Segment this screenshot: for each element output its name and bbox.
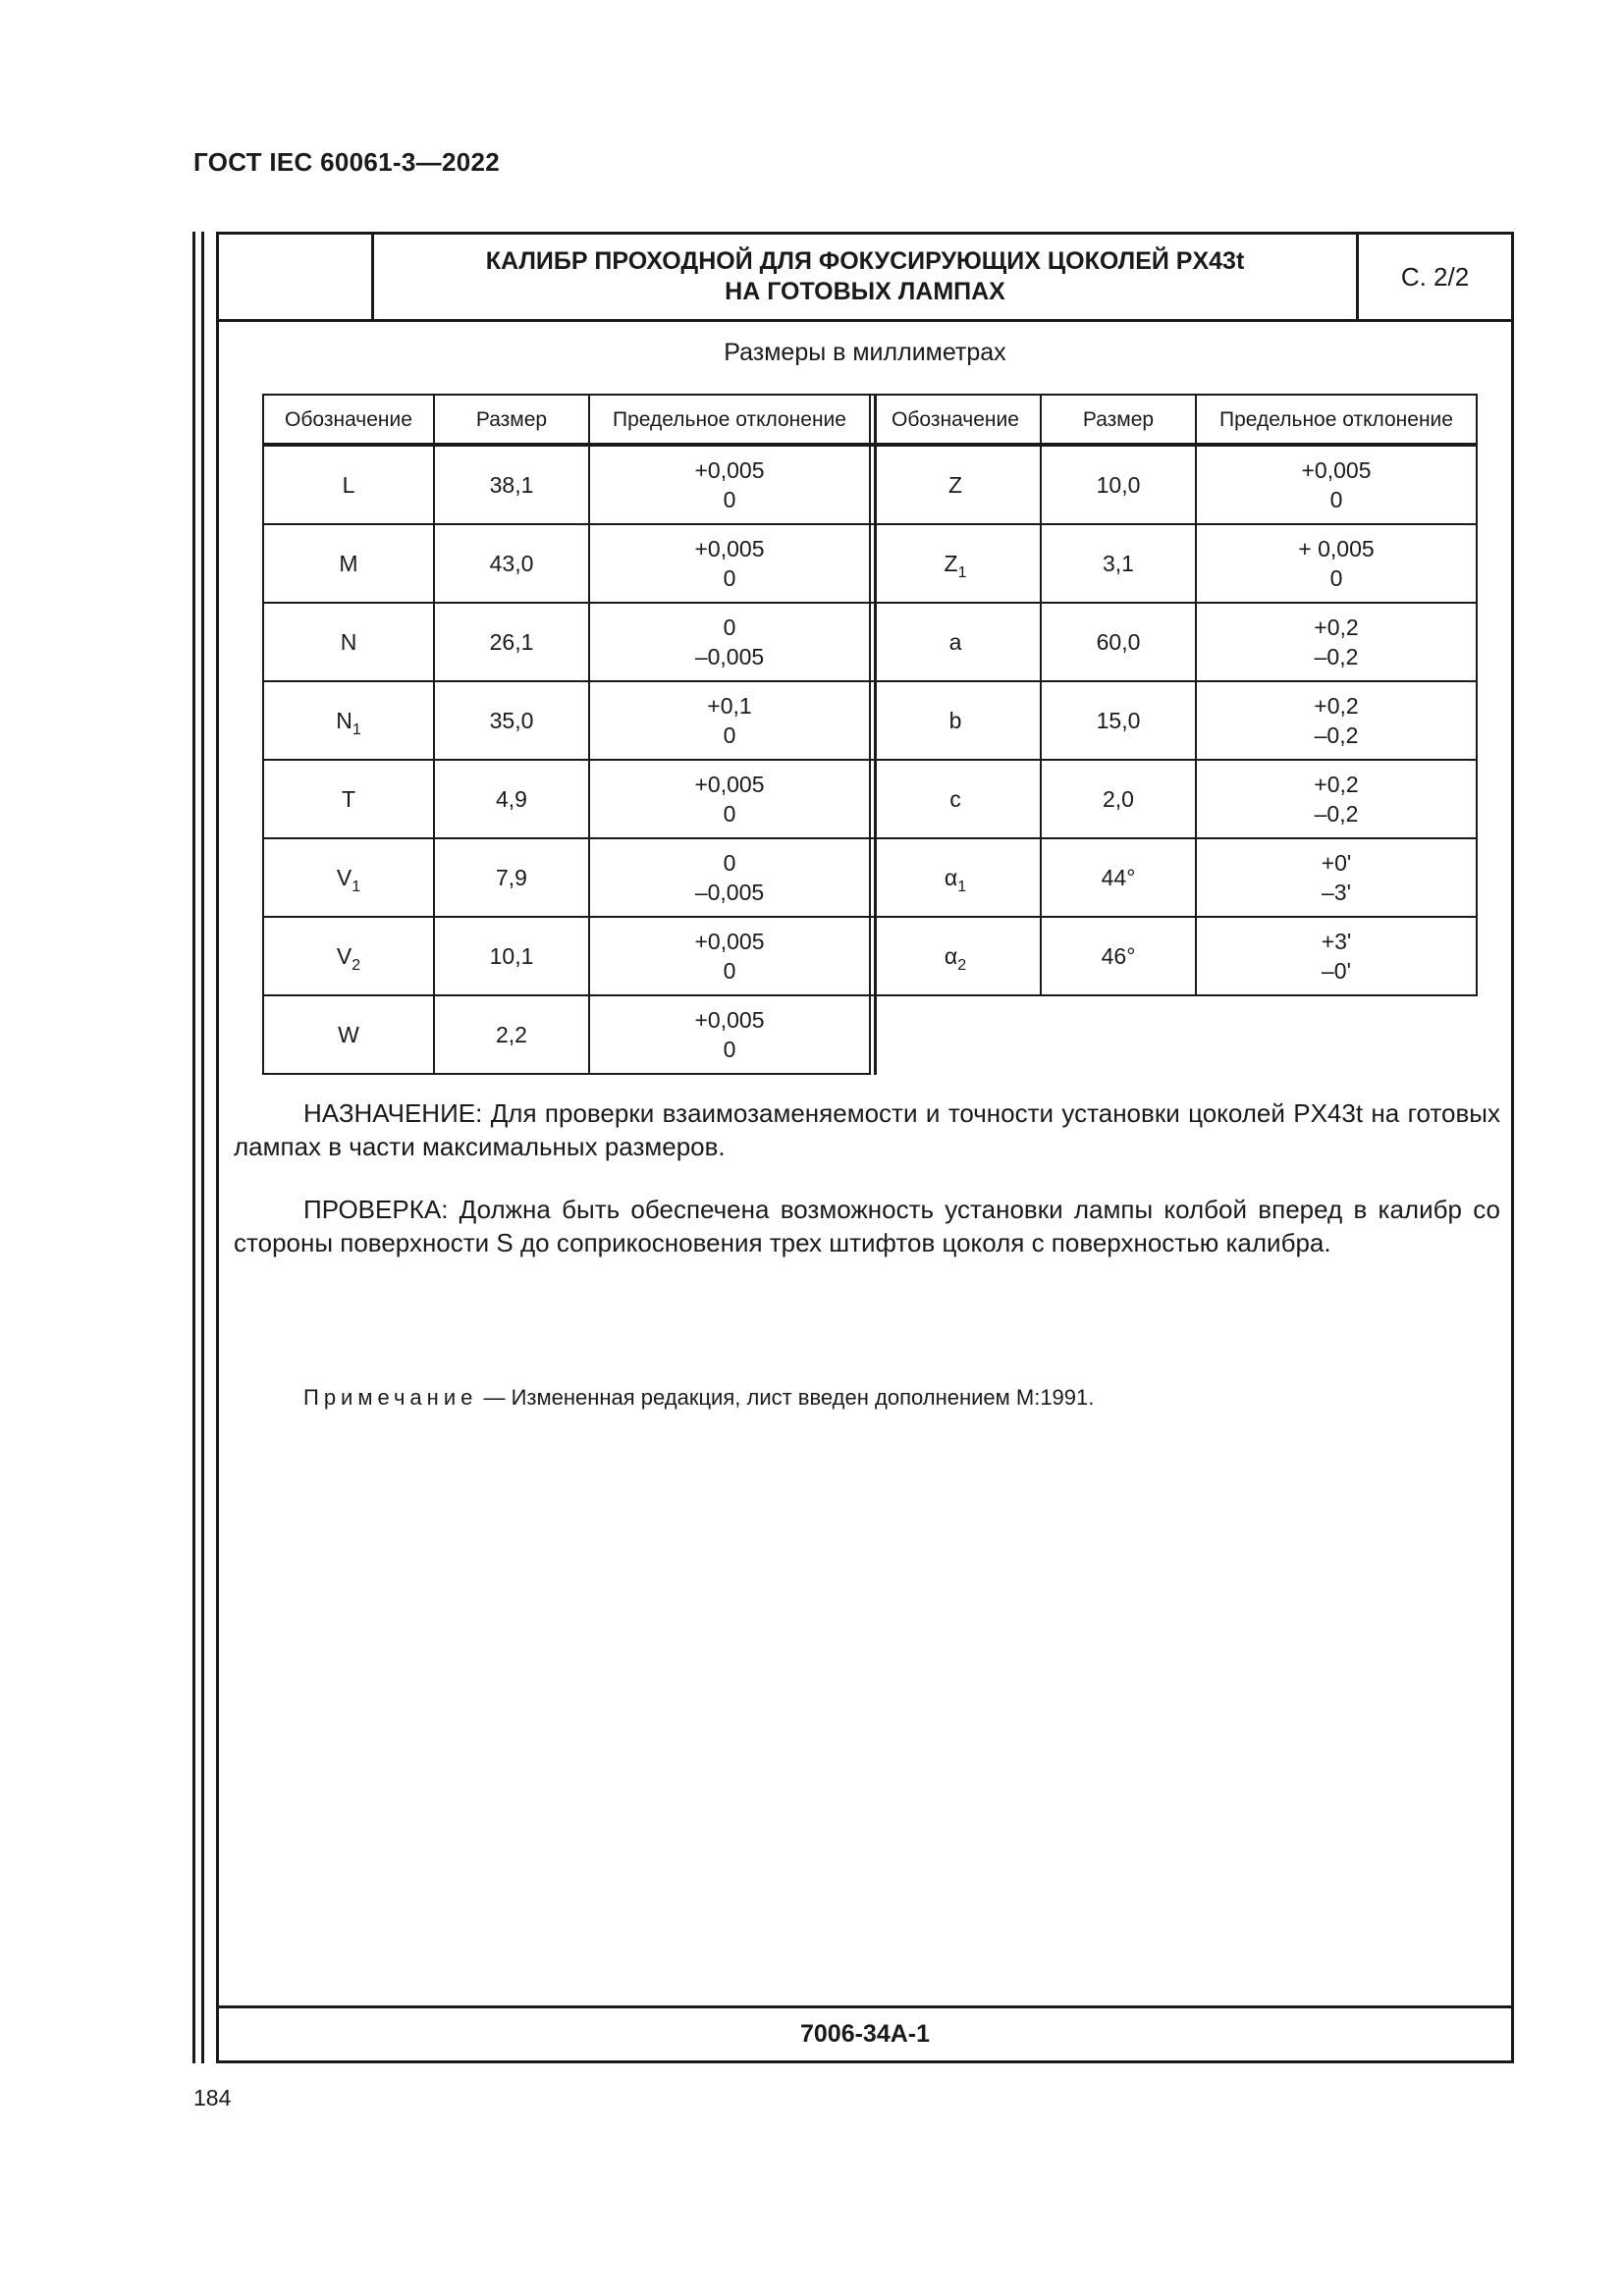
deviation-upper: +0,1 (707, 693, 752, 719)
deviation-upper: +0,2 (1314, 693, 1359, 719)
drawing-frame (216, 232, 1514, 2063)
check-paragraph: ПРОВЕРКА: Должна быть обеспечена возможность установки лампы колбой вперед в калибр со стороны поверхности S до соприкосновения трех штифтов цоколя с поверхностью калибра. (234, 1195, 1500, 1257)
deviation-lower: –0,005 (694, 880, 765, 905)
deviation-upper: +0,005 (694, 929, 765, 954)
cell-designation (869, 445, 1042, 525)
cell-deviation (588, 445, 871, 525)
deviation-upper: +0,005 (1301, 457, 1372, 483)
purpose-paragraph: НАЗНАЧЕНИЕ: Для проверки взаимозаменяемости и точности установки цоколей PX43t на готовых лампах в части максимальных размеров. (234, 1098, 1500, 1161)
symbol-subscript: 2 (352, 957, 361, 974)
symbol-subscript: 1 (352, 721, 361, 738)
header-deviation: Предельное отклонение (1195, 394, 1478, 447)
cell-size: 3,1 (1040, 523, 1197, 604)
deviation-upper: +0,005 (694, 457, 765, 483)
header-deviation: Предельное отклонение (588, 394, 871, 447)
cell-deviation (588, 759, 871, 839)
symbol: N (340, 629, 357, 655)
cell-designation (262, 837, 435, 918)
header-size: Размер (1040, 394, 1197, 447)
cell-designation (262, 602, 435, 682)
cell-size: 43,0 (433, 523, 590, 604)
cell-size: 2,0 (1040, 759, 1197, 839)
deviation-upper: +0,005 (694, 1007, 765, 1033)
cell-size: 35,0 (433, 680, 590, 761)
cell-designation (262, 523, 435, 604)
title-blank-cell (219, 235, 374, 319)
deviation-lower: 0 (723, 487, 736, 512)
symbol: a (948, 629, 962, 655)
deviation-lower: –0,2 (1314, 801, 1359, 827)
margin-line (192, 232, 195, 2063)
deviation-lower: 0 (723, 1037, 736, 1062)
deviation-lower: 0 (723, 565, 736, 591)
cell-designation (262, 759, 435, 839)
cell-designation (869, 602, 1042, 682)
cell-size: 2,2 (433, 994, 590, 1075)
sheet-title-line2: НА ГОТОВЫХ ЛАМПАХ (725, 278, 1005, 305)
cell-size: 10,1 (433, 916, 590, 996)
cell-deviation (1195, 523, 1478, 604)
symbol: $N_1$ (336, 708, 361, 738)
cell-size: 15,0 (1040, 680, 1197, 761)
cell-designation (869, 837, 1042, 918)
deviation-lower: 0 (1329, 487, 1343, 512)
deviation-upper: +0,005 (694, 536, 765, 561)
deviation-upper: +0,2 (1314, 772, 1359, 797)
deviation-lower: –0,005 (694, 644, 765, 669)
symbol: T (341, 786, 356, 812)
cell-deviation (588, 994, 871, 1075)
cell-deviation (1195, 680, 1478, 761)
cell-deviation (1195, 445, 1478, 525)
deviation-lower: 0 (723, 958, 736, 984)
cell-designation (869, 680, 1042, 761)
cell-deviation (1195, 602, 1478, 682)
cell-size: 4,9 (433, 759, 590, 839)
symbol: $Z_1$ (944, 551, 967, 581)
symbol-subscript: 1 (957, 879, 967, 895)
symbol: W (338, 1022, 359, 1047)
cell-size: 26,1 (433, 602, 590, 682)
deviation-lower: 0 (1329, 565, 1343, 591)
cell-designation (869, 523, 1042, 604)
document-header: ГОСТ IEC 60061-3—2022 (193, 147, 500, 177)
sheet-number: С. 2/2 (1400, 261, 1470, 292)
header-designation: Обозначение (262, 394, 435, 447)
cell-size: 60,0 (1040, 602, 1197, 682)
deviation-upper: +0,2 (1314, 614, 1359, 640)
header-size: Размер (433, 394, 590, 447)
symbol: L (342, 472, 355, 498)
units-caption: Размеры в миллиметрах (724, 339, 1006, 366)
note (303, 1385, 1094, 1411)
cell-designation (262, 994, 435, 1075)
cell-size: 46° (1040, 916, 1197, 996)
deviation-upper: 0 (723, 614, 736, 640)
cell-designation (262, 445, 435, 525)
cell-deviation (1195, 837, 1478, 918)
symbol-subscript: 1 (957, 564, 967, 581)
cell-size: 7,9 (433, 837, 590, 918)
cell-size: 44° (1040, 837, 1197, 918)
body-text (234, 1096, 1500, 1289)
symbol: Z (947, 472, 963, 498)
note-label: Примечание (303, 1385, 478, 1410)
header-designation: Обозначение (869, 394, 1042, 447)
cell-designation (869, 916, 1042, 996)
cell-deviation (1195, 916, 1478, 996)
deviation-lower: –0' (1322, 958, 1351, 984)
deviation-upper: 0 (723, 850, 736, 876)
deviation-lower: 0 (723, 722, 736, 748)
symbol-subscript: 2 (957, 957, 967, 974)
symbol: $V_1$ (336, 865, 361, 895)
cell-designation (869, 759, 1042, 839)
cell-deviation (588, 916, 871, 996)
cell-size: 38,1 (433, 445, 590, 525)
margin-line (201, 232, 204, 2063)
table-half-separator (874, 394, 877, 1075)
sheet-title-line1: КАЛИБР ПРОХОДНОЙ ДЛЯ ФОКУСИРУЮЩИХ ЦОКОЛЕЙ PX43t (485, 247, 1245, 275)
symbol-subscript: 1 (352, 879, 361, 895)
deviation-lower: –3' (1322, 880, 1351, 905)
deviation-lower: –0,2 (1314, 644, 1359, 669)
symbol: b (948, 708, 962, 733)
deviation-upper: + 0,005 (1298, 536, 1375, 561)
page-number: 184 (193, 2085, 232, 2110)
symbol: $V_2$ (336, 943, 361, 974)
deviation-upper: +0,005 (694, 772, 765, 797)
deviation-lower: 0 (723, 801, 736, 827)
cell-deviation (588, 523, 871, 604)
cell-deviation (1195, 759, 1478, 839)
deviation-upper: +3' (1321, 929, 1352, 954)
cell-designation (262, 916, 435, 996)
cell-designation (262, 680, 435, 761)
cell-size: 10,0 (1040, 445, 1197, 525)
note-text: — Измененная редакция, лист введен дополнением М:1991. (477, 1385, 1095, 1410)
drawing-code: 7006-34A-1 (219, 2005, 1511, 2060)
deviation-lower: –0,2 (1314, 722, 1359, 748)
cell-deviation (588, 680, 871, 761)
deviation-upper: +0' (1321, 850, 1352, 876)
cell-deviation (588, 602, 871, 682)
dimensions-table (262, 394, 1476, 1073)
symbol: M (339, 551, 358, 576)
symbol: $\alpha_1$ (944, 865, 967, 895)
cell-deviation (588, 837, 871, 918)
symbol: $\alpha_2$ (944, 943, 967, 974)
sheet-title (374, 235, 1359, 319)
symbol: c (949, 786, 961, 812)
title-block (219, 235, 1511, 322)
